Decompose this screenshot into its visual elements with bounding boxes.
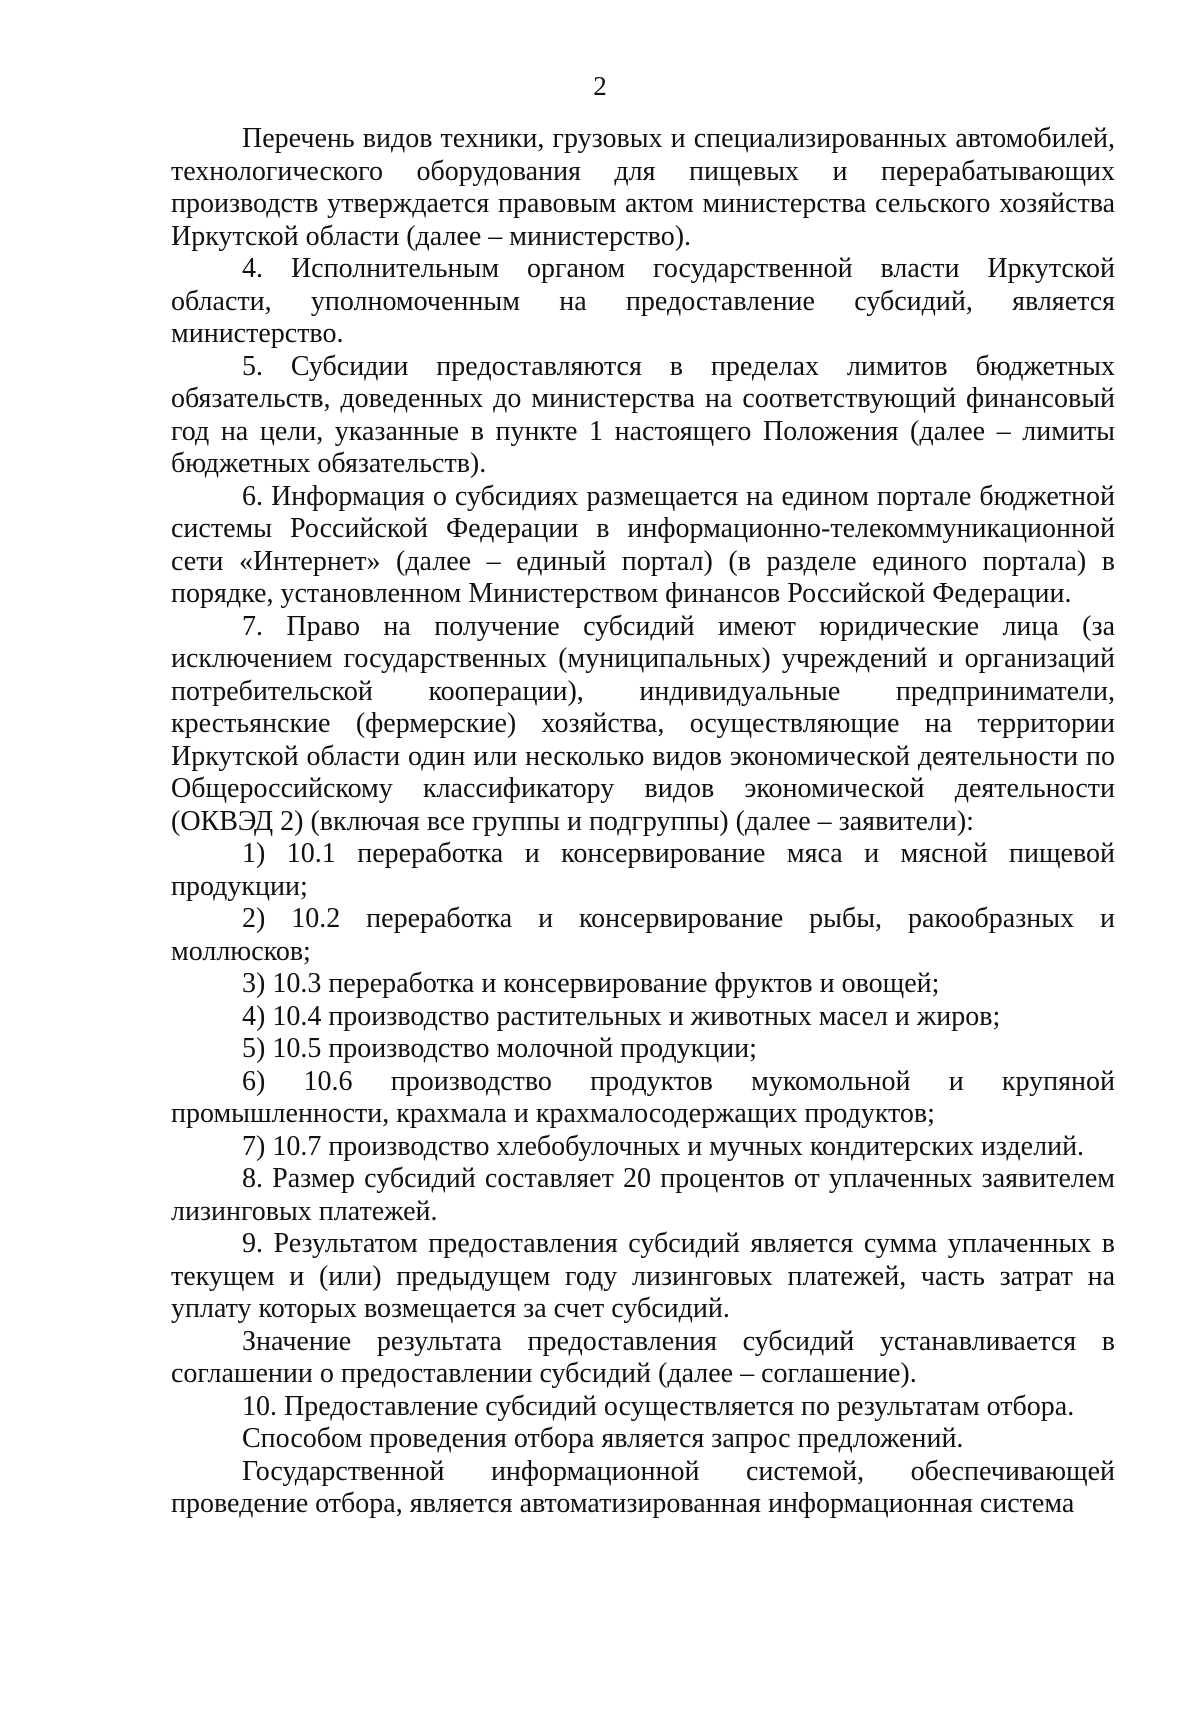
list-item-okved-10-1: 1) 10.1 переработка и консервирование мяса и мясной пищевой продукции; xyxy=(171,838,1115,902)
document-body xyxy=(171,123,1115,1521)
paragraph-result-value: Значение результата предоставления субсидий устанавливается в соглашении о предоставлении субсидий (далее – соглашение). xyxy=(171,1325,1115,1389)
paragraph-6-portal-info: 6. Информация о субсидиях размещается на едином портале бюджетной системы Российской Федерации в информационно-телекоммуникационной сети «Интернет» (далее – единый портал) (в разделе единого портала) в порядке, установленном Министерством финансов Российской Федерации. xyxy=(171,480,1115,609)
list-item-okved-10-7: 7) 10.7 производство хлебобулочных и мучных кондитерских изделий. xyxy=(242,1130,1085,1162)
list-item-okved-10-3: 3) 10.3 переработка и консервирование фруктов и овощей; xyxy=(242,968,940,999)
list-item-okved-10-5: 5) 10.5 производство молочной продукции; xyxy=(242,1033,757,1064)
paragraph-selection-method: Способом проведения отбора является запрос предложений. xyxy=(242,1423,964,1454)
paragraph-equipment-list: Перечень видов техники, грузовых и специализированных автомобилей, технологического оборудования для пищевых и перерабатывающих производств утверждается правовым актом министерства сельского хозяйства Иркутской области (далее – министерство). xyxy=(171,123,1115,252)
paragraph-4-authority: 4. Исполнительным органом государственной власти Иркутской области, уполномоченным на предоставление субсидий, является министерство. xyxy=(171,253,1115,349)
page-number: 2 xyxy=(593,71,607,101)
paragraph-10-selection: 10. Предоставление субсидий осуществляется по результатам отбора. xyxy=(242,1390,1075,1422)
list-item-okved-10-2: 2) 10.2 переработка и консервирование рыбы, ракообразных и моллюсков; xyxy=(171,903,1115,967)
paragraph-information-system: Государственной информационной системой, обеспечивающей проведение отбора, является автоматизированная информационная система xyxy=(171,1455,1115,1519)
list-item-okved-10-4: 4) 10.4 производство растительных и животных масел и жиров; xyxy=(242,1000,1001,1032)
paragraph-5-budget-limits: 5. Субсидии предоставляются в пределах лимитов бюджетных обязательств, доведенных до министерства на соответствующий финансовый год на цели, указанные в пункте 1 настоящего Положения (далее – лимиты бюджетных обязательств). xyxy=(171,350,1115,479)
list-item-okved-10-6: 6) 10.6 производство продуктов мукомольной и крупяной промышленности, крахмала и крахмалосодержащих продуктов; xyxy=(171,1065,1115,1129)
paragraph-8-subsidy-size: 8. Размер субсидий составляет 20 процентов от уплаченных заявителем лизинговых платежей. xyxy=(171,1163,1115,1227)
paragraph-9-result: 9. Результатом предоставления субсидий является сумма уплаченных в текущем и (или) предыдущем году лизинговых платежей, часть затрат на уплату которых возмещается за счет субсидий. xyxy=(171,1228,1115,1324)
paragraph-7-eligibility: 7. Право на получение субсидий имеют юридические лица (за исключением государственных (муниципальных) учреждений и организаций потребительской кооперации), индивидуальные предприниматели, крестьянские (фермерские) хозяйства, осуществляющие на территории Иркутской области один или несколько видов экономической деятельности по Общероссийскому классификатору видов экономической деятельности (ОКВЭД 2) (включая все группы и подгруппы) (далее – заявители): xyxy=(171,610,1115,837)
